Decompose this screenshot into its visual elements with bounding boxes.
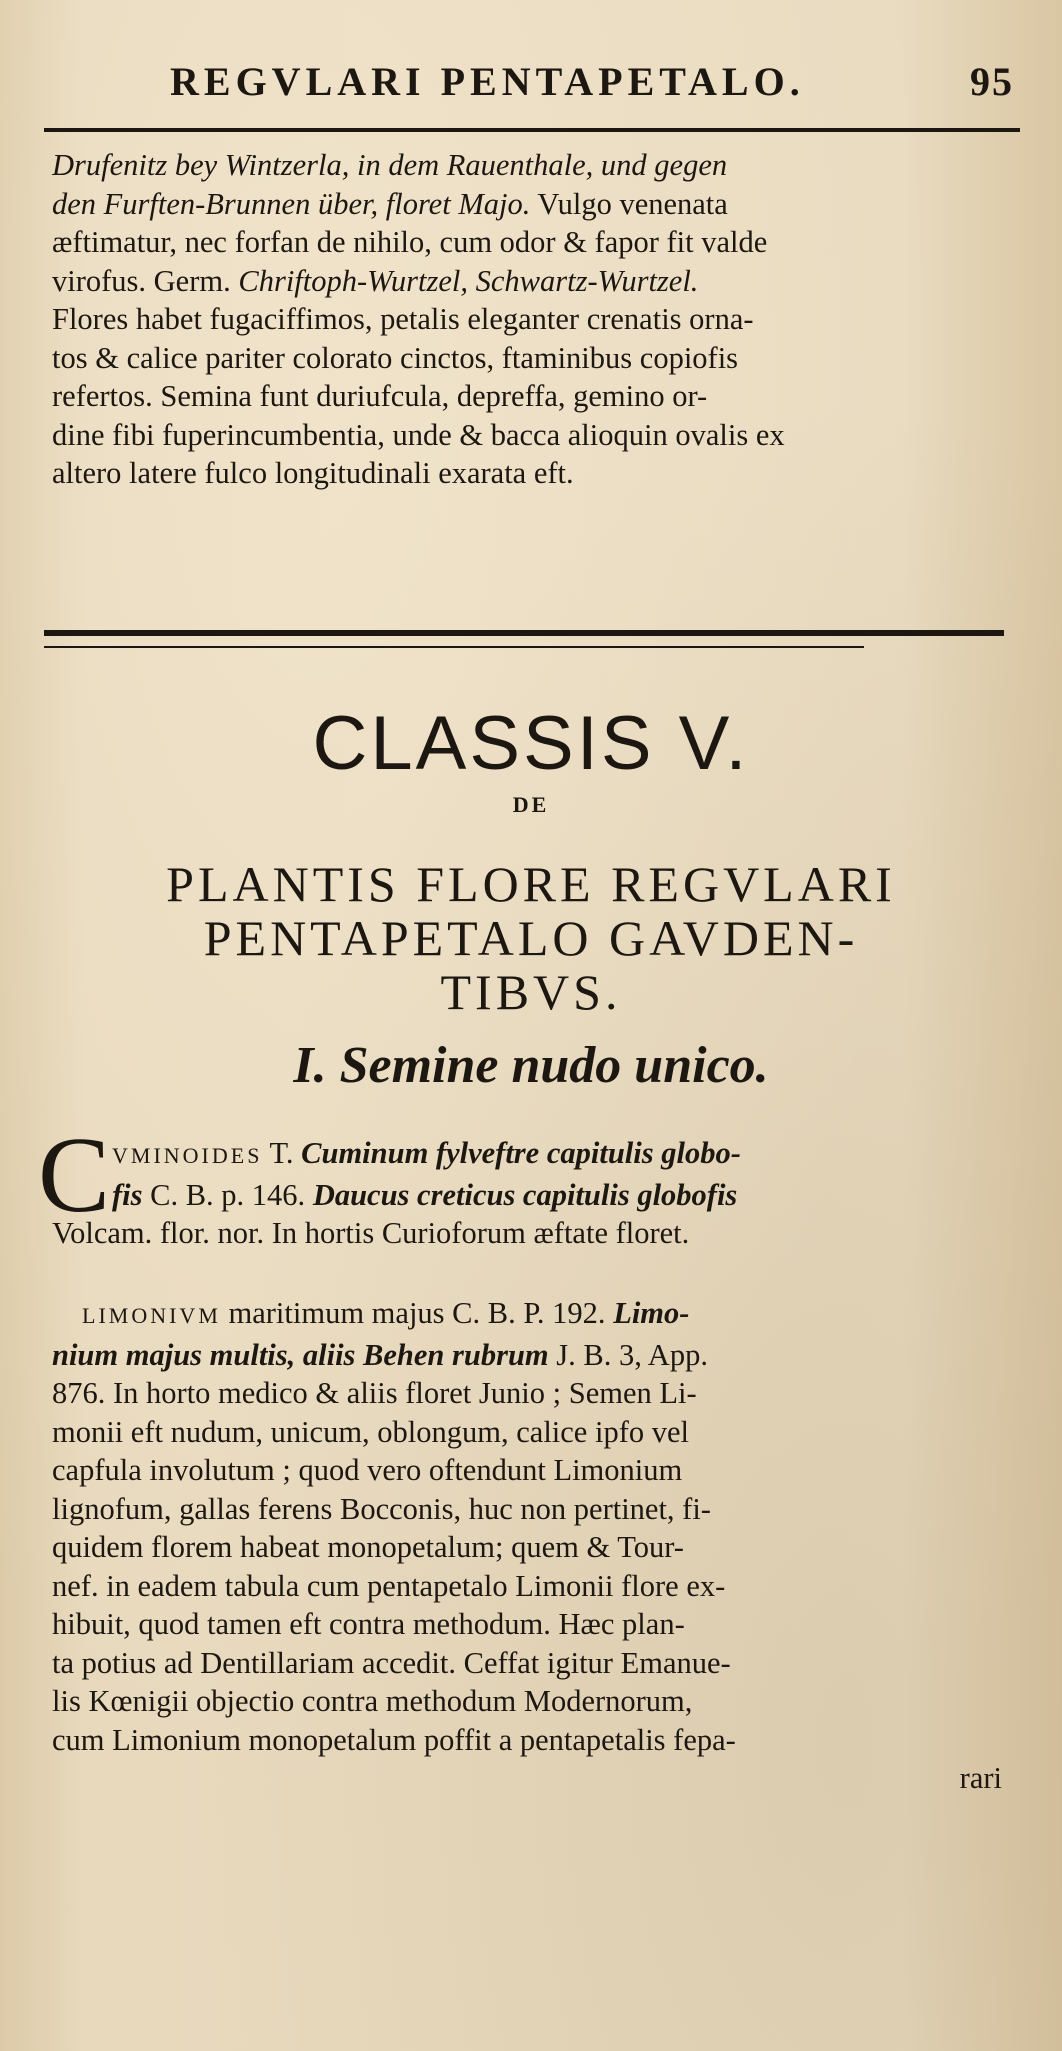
section-rule-thick (44, 630, 1004, 636)
text-line: dine fibi fuperincumbentia, unde & bacca alioquin ovalis ex (52, 417, 785, 452)
text-line: æftimatur, nec forfan de nihilo, cum odor & fapor fit valde (52, 225, 768, 259)
head-rule (44, 128, 1020, 132)
text-line: cum Limonium monopetalum poffit a pentapetalis fepa- (52, 1722, 736, 1757)
class-title: CLASSIS V. (312, 701, 750, 786)
text-line: nium majus multis, aliis Behen rubrum J. B. 3, App. (52, 1337, 708, 1372)
text-line: quidem florem habeat monopetalum; quem & Tour- (52, 1530, 684, 1564)
text-line: virofus. Germ. Chriftoph-Wurtzel, Schwartz-Wurtzel. (52, 263, 699, 298)
german-plant-names: Chriftoph-Wurtzel, Schwartz-Wurtzel. (238, 263, 699, 298)
text-line: refertos. Semina funt duriufcula, depreffa, gemino or- (52, 379, 708, 413)
text-line: Flores habet fugaciffimos, petalis eleganter crenatis orna- (52, 302, 754, 336)
text-line: lignofum, gallas ferens Bocconis, huc non pertinet, fi- (52, 1491, 711, 1526)
text-line: VMINOIDES T. Cuminum fylveftre capitulis globo- (112, 1136, 741, 1170)
text-line: nef. in eadem tabula cum pentapetalo Limonii flore ex- (52, 1568, 726, 1603)
text-line: Volcam. flor. nor. In hortis Curioforum æftate floret. (52, 1216, 690, 1250)
running-title: REGVLARI PENTAPETALO. (170, 59, 805, 104)
top-paragraph (52, 146, 1012, 493)
catchword: rari (959, 1761, 1002, 1795)
running-head (170, 58, 1020, 105)
text-line: Drufenitz bey Wintzerla, in dem Rauenthale, und gegen (52, 148, 728, 182)
text-line: den Furften-Brunnen über, floret Majo. Vulgo venenata (52, 186, 728, 221)
text-line: lis Kœnigii objectio contra methodum Modernorum, (52, 1684, 693, 1718)
section-rule-thin (44, 646, 864, 648)
class-subtitle-line-1: PLANTIS FLORE REGVLARI (166, 856, 896, 912)
class-subtitle-line-3: TIBVS. (440, 964, 622, 1020)
text-line: altero latere fulco longitudinali exarata eft. (52, 456, 574, 490)
class-de: DE (512, 792, 550, 817)
drop-cap: C (38, 1116, 111, 1235)
text-line: monii eft nudum, unicum, oblongum, calice ipfo vel (52, 1414, 689, 1449)
page-number: 95 (970, 59, 1014, 104)
section-heading: I. Semine nudo unico. (293, 1037, 769, 1094)
text-line: 876. In horto medico & aliis floret Junio ; Semen Li- (52, 1376, 697, 1410)
limonium-entry (52, 1294, 1012, 1798)
text-line: LIMONIVM maritimum majus C. B. P. 192. Limo- (82, 1296, 690, 1330)
text-line: tos & calice pariter colorato cinctos, ftaminibus copiofis (52, 340, 739, 375)
class-subtitle-line-2: PENTAPETALO GAVDEN- (203, 910, 859, 966)
text-line: capfula involutum ; quod vero oftendunt Limonium (52, 1453, 683, 1487)
text-line: fis C. B. p. 146. Daucus creticus capitulis globofis (112, 1177, 738, 1212)
text-line: ta potius ad Dentillariam accedit. Ceffat igitur Emanue- (52, 1645, 731, 1680)
text-line: hibuit, quod tamen eft contra methodum. Hæc plan- (52, 1607, 685, 1641)
cuminoides-entry (52, 1134, 1012, 1253)
